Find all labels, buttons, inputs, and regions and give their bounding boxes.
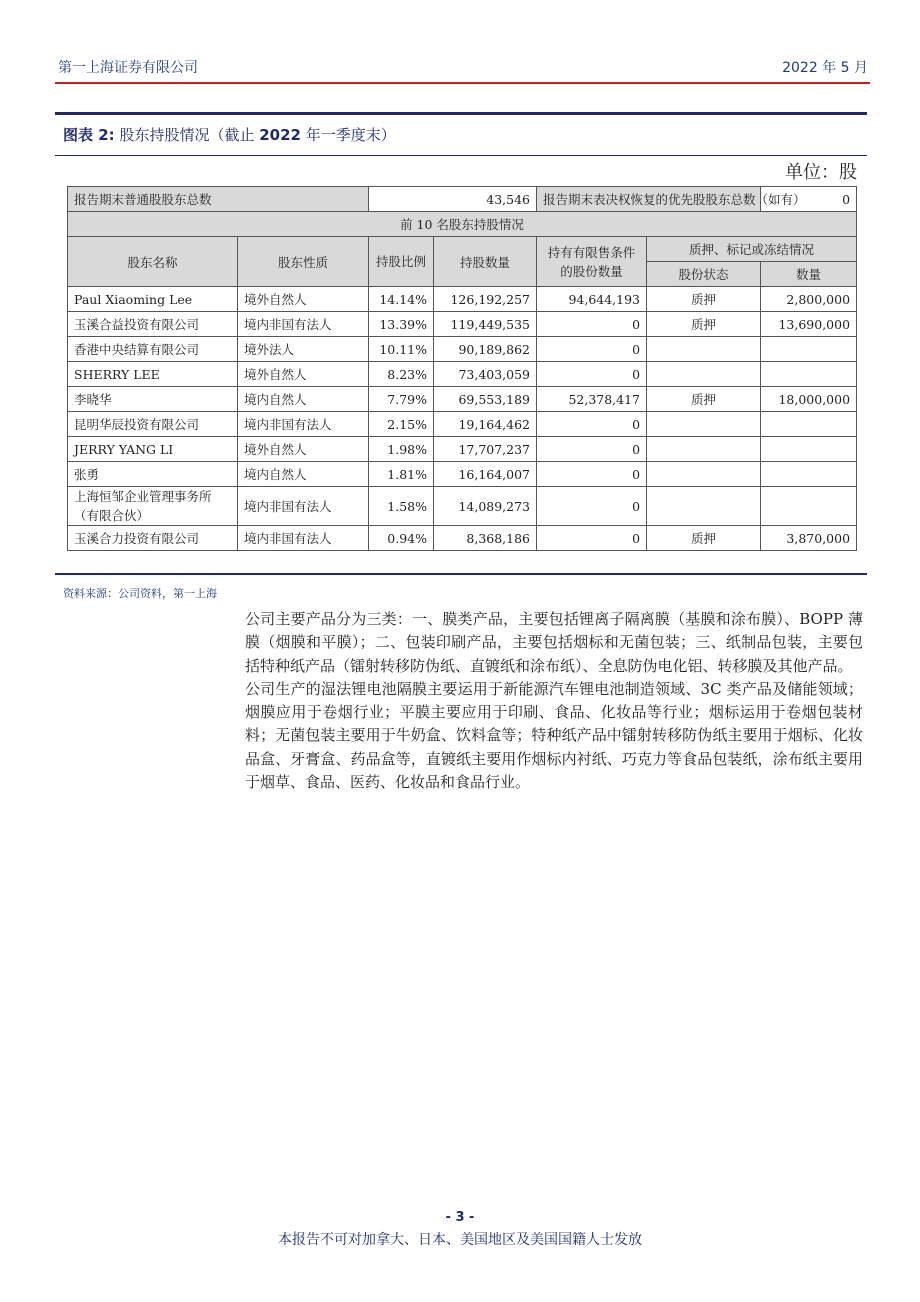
table-row	[68, 462, 857, 487]
body-text	[245, 608, 863, 794]
cell-name: JERRY YANG LI	[68, 437, 238, 462]
label-preferred-holders: 报告期末表决权恢复的优先股股东总数（如有）	[537, 187, 761, 212]
cell-ratio: 13.39%	[369, 312, 434, 337]
cell-pledge-qty: 2,800,000	[761, 287, 857, 312]
table-row	[68, 362, 857, 387]
table-row	[68, 287, 857, 312]
cell-restricted: 0	[537, 312, 647, 337]
cell-nature: 境内自然人	[238, 387, 369, 412]
table-row	[68, 437, 857, 462]
col-header-restricted: 持有有限售条件的股份数量	[537, 237, 647, 287]
summary-row	[68, 187, 857, 212]
shareholder-table-wrap	[67, 186, 856, 551]
page-number: - 3 -	[445, 1210, 475, 1225]
cell-nature: 境外法人	[238, 337, 369, 362]
cell-name: 昆明华辰投资有限公司	[68, 412, 238, 437]
cell-nature: 境外自然人	[238, 362, 369, 387]
cell-restricted: 0	[537, 487, 647, 526]
table-row	[68, 337, 857, 362]
cell-shares: 73,403,059	[434, 362, 537, 387]
figure-bottom-rule	[55, 573, 867, 575]
col-header-pledge-status: 股份状态	[647, 262, 761, 287]
cell-pledge-status	[647, 487, 761, 526]
cell-pledge-status: 质押	[647, 526, 761, 551]
cell-shares: 119,449,535	[434, 312, 537, 337]
cell-shares: 14,089,273	[434, 487, 537, 526]
cell-restricted: 0	[537, 337, 647, 362]
header-rule	[55, 82, 870, 84]
cell-ratio: 2.15%	[369, 412, 434, 437]
cell-name: 玉溪合力投资有限公司	[68, 526, 238, 551]
cell-ratio: 0.94%	[369, 526, 434, 551]
cell-restricted: 0	[537, 362, 647, 387]
cell-restricted: 52,378,417	[537, 387, 647, 412]
cell-pledge-qty	[761, 412, 857, 437]
cell-name: 张勇	[68, 462, 238, 487]
cell-pledge-status: 质押	[647, 387, 761, 412]
cell-ratio: 1.98%	[369, 437, 434, 462]
section-title: 前 10 名股东持股情况	[68, 212, 857, 237]
cell-restricted: 0	[537, 412, 647, 437]
cell-ratio: 1.58%	[369, 487, 434, 526]
value-preferred-holders: 0	[761, 187, 857, 212]
figure-mid-rule	[55, 155, 867, 156]
figure-title	[63, 124, 396, 145]
cell-name: Paul Xiaoming Lee	[68, 287, 238, 312]
cell-nature: 境内自然人	[238, 462, 369, 487]
unit-label: 单位：股	[785, 162, 857, 183]
header-row-1	[68, 237, 857, 262]
cell-restricted: 0	[537, 462, 647, 487]
cell-pledge-qty	[761, 437, 857, 462]
cell-nature: 境内非国有法人	[238, 526, 369, 551]
figure-title-year: 2022	[259, 126, 301, 144]
col-header-pledge-group: 质押、标记或冻结情况	[647, 237, 857, 262]
cell-pledge-qty	[761, 337, 857, 362]
col-header-shares: 持股数量	[434, 237, 537, 287]
cell-pledge-status	[647, 337, 761, 362]
cell-shares: 90,189,862	[434, 337, 537, 362]
figure-title-main: 股东持股情况（截止	[119, 126, 255, 144]
cell-restricted: 0	[537, 526, 647, 551]
cell-shares: 8,368,186	[434, 526, 537, 551]
col-header-nature: 股东性质	[238, 237, 369, 287]
figure-top-rule	[55, 112, 867, 115]
col-header-pledge-qty: 数量	[761, 262, 857, 287]
cell-ratio: 14.14%	[369, 287, 434, 312]
cell-pledge-status	[647, 412, 761, 437]
cell-shares: 17,707,237	[434, 437, 537, 462]
table-row	[68, 412, 857, 437]
cell-pledge-status: 质押	[647, 312, 761, 337]
body-paragraph-1: 公司主要产品分为三类：一、膜类产品，主要包括锂离子隔离膜（基膜和涂布膜）、BOPP 薄膜（烟膜和平膜）；二、包装印刷产品，主要包括烟标和无菌包装；三、纸制品包装，主要包括特种纸产品（镭射转移防伪纸、直镀纸和涂布纸）、全息防伪电化铝、转移膜及其他产品。	[245, 610, 863, 675]
shareholder-table	[67, 186, 857, 551]
figure-title-prefix: 图表 2:	[63, 126, 115, 144]
cell-nature: 境外自然人	[238, 287, 369, 312]
header-company: 第一上海证券有限公司	[58, 60, 198, 76]
footer-disclaimer: 本报告不可对加拿大、日本、美国地区及美国国籍人士发放	[278, 1232, 642, 1248]
cell-pledge-qty: 13,690,000	[761, 312, 857, 337]
cell-pledge-status	[647, 437, 761, 462]
cell-name: 玉溪合益投资有限公司	[68, 312, 238, 337]
cell-pledge-status	[647, 362, 761, 387]
cell-shares: 19,164,462	[434, 412, 537, 437]
value-common-holders: 43,546	[369, 187, 537, 212]
cell-name: SHERRY LEE	[68, 362, 238, 387]
cell-pledge-qty: 18,000,000	[761, 387, 857, 412]
cell-restricted: 94,644,193	[537, 287, 647, 312]
cell-nature: 境外自然人	[238, 437, 369, 462]
cell-ratio: 7.79%	[369, 387, 434, 412]
cell-ratio: 8.23%	[369, 362, 434, 387]
cell-ratio: 10.11%	[369, 337, 434, 362]
cell-pledge-status: 质押	[647, 287, 761, 312]
table-row	[68, 526, 857, 551]
cell-shares: 16,164,007	[434, 462, 537, 487]
cell-nature: 境内非国有法人	[238, 487, 369, 526]
cell-restricted: 0	[537, 437, 647, 462]
col-header-name: 股东名称	[68, 237, 238, 287]
cell-nature: 境内非国有法人	[238, 412, 369, 437]
cell-name: 香港中央结算有限公司	[68, 337, 238, 362]
cell-shares: 69,553,189	[434, 387, 537, 412]
source-note: 资料来源：公司资料，第一上海	[63, 587, 217, 600]
cell-name: 上海恒邹企业管理事务所（有限合伙）	[68, 487, 238, 526]
cell-ratio: 1.81%	[369, 462, 434, 487]
table-row	[68, 487, 857, 526]
cell-pledge-qty	[761, 362, 857, 387]
cell-pledge-status	[647, 462, 761, 487]
label-common-holders: 报告期末普通股股东总数	[68, 187, 369, 212]
section-row	[68, 212, 857, 237]
figure-title-suffix: 年一季度末）	[305, 126, 396, 144]
cell-nature: 境内非国有法人	[238, 312, 369, 337]
table-row	[68, 312, 857, 337]
body-paragraph-2: 公司生产的湿法锂电池隔膜主要运用于新能源汽车锂电池制造领域、3C 类产品及储能领域；烟膜应用于卷烟行业；平膜主要应用于印刷、食品、化妆品等行业；烟标运用于卷烟包装材料；无菌包装主要用于牛奶盒、饮料盒等；特种纸产品中镭射转移防伪纸主要用于烟标、化妆品盒、牙膏盒、药品盒等，直镀纸主要用作烟标内衬纸、巧克力等食品包装纸，涂布纸主要用于烟草、食品、医药、化妆品和食品行业。	[245, 679, 863, 792]
cell-pledge-qty: 3,870,000	[761, 526, 857, 551]
col-header-ratio: 持股比例	[369, 237, 434, 287]
table-row	[68, 387, 857, 412]
cell-name: 李晓华	[68, 387, 238, 412]
cell-pledge-qty	[761, 487, 857, 526]
header-date: 2022 年 5 月	[782, 60, 868, 76]
cell-shares: 126,192,257	[434, 287, 537, 312]
cell-pledge-qty	[761, 462, 857, 487]
